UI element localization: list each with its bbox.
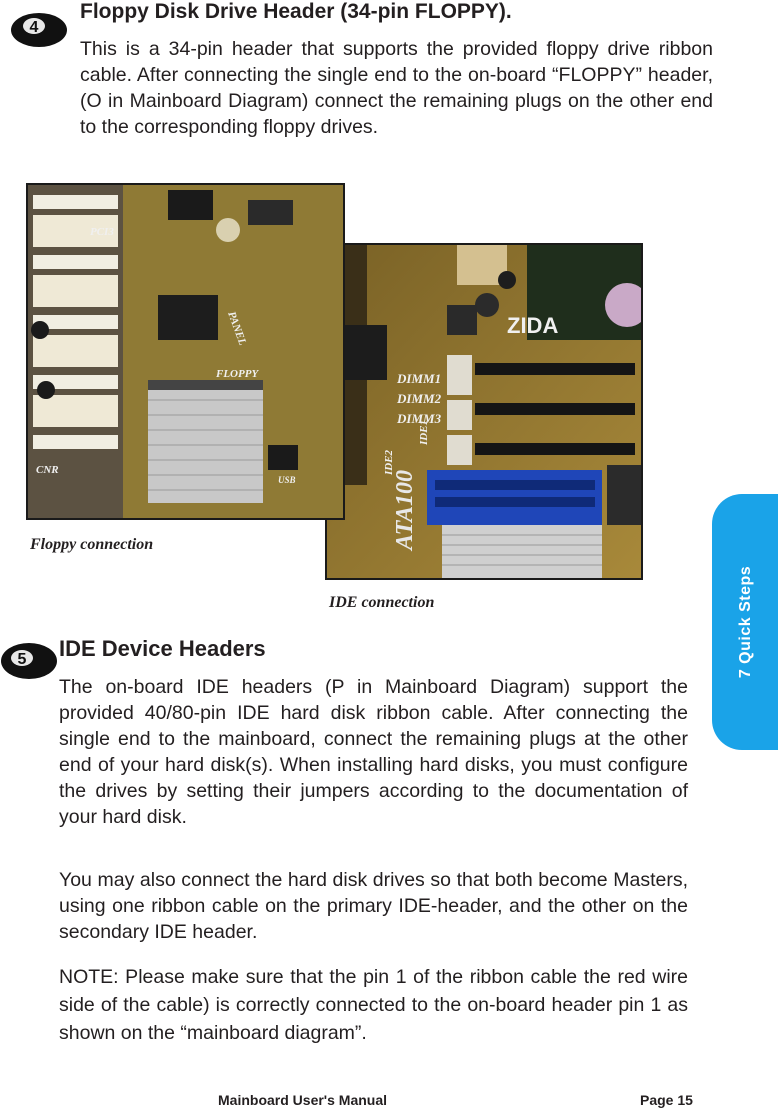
ide-photo-label-ata100: ATA100 (392, 469, 418, 550)
floppy-photo-caption: Floppy connection (30, 536, 154, 553)
ide-section-paragraph-1: The on-board IDE headers (P in Mainboard Diagram) support the provided 40/80-pin IDE hard disk ribbon cable. After connecting the single end to the mainboard, connect the remaining plugs at the other end of your hard disk(s). When installing hard disks, you must configure the drives by setting their jumpers according to the documentation of your hard disk. (59, 676, 688, 828)
footer-manual-title: Mainboard User's Manual (218, 1092, 388, 1108)
step-5-badge-number: 5 (17, 651, 27, 668)
floppy-photo-label-pci3: PCI3 (90, 226, 114, 238)
floppy-photo-label-floppy: FLOPPY (216, 368, 259, 380)
step-4-badge-icon (10, 12, 68, 48)
ide-photo-label-ide1: IDE1 (418, 419, 430, 445)
side-tab-label: 7 Quick Steps (737, 565, 754, 679)
ide-section-paragraph-2: You may also connect the hard disk drives so that both become Masters, using one ribbon cable on the primary IDE-header, and the other on the secondary IDE header. (59, 869, 688, 943)
ide-photo-label-ide2: IDE2 (383, 449, 395, 475)
floppy-photo-label-usb: USB (278, 475, 296, 485)
ide-photo-label-dimm3: DIMM3 (397, 411, 442, 426)
floppy-section-paragraph: This is a 34-pin header that supports the provided floppy drive ribbon cable. After connecting the single end to the on-board “FLOPPY” header, (O in Mainboard Diagram) connect the remaining plugs on the other end to the corresponding floppy drives. (80, 38, 713, 138)
ide-connection-photo (325, 243, 643, 580)
quick-steps-side-tab (712, 494, 778, 750)
footer-page-number: Page 15 (640, 1092, 693, 1108)
ide-photo-caption: IDE connection (329, 594, 435, 611)
ide-photo-label-dimm2: DIMM2 (397, 391, 442, 406)
floppy-photo-label-panel: PANEL (225, 309, 249, 348)
ide-photo-label-zida: ZIDA (507, 313, 559, 338)
ide-photo-label-dimm1: DIMM1 (397, 371, 442, 386)
step-5-badge-icon (0, 642, 58, 680)
floppy-connection-photo (26, 183, 345, 520)
ide-section-heading: IDE Device Headers (59, 636, 266, 661)
step-4-badge-number: 4 (29, 19, 39, 36)
ide-section-note: NOTE: Please make sure that the pin 1 of the ribbon cable the red wire side of the cable) is correctly connected to the on-board header pin 1 as shown on the “mainboard diagram”. (59, 966, 688, 1044)
floppy-section-heading: Floppy Disk Drive Header (34-pin FLOPPY). (80, 0, 512, 23)
floppy-photo-label-cnr: CNR (36, 464, 59, 476)
